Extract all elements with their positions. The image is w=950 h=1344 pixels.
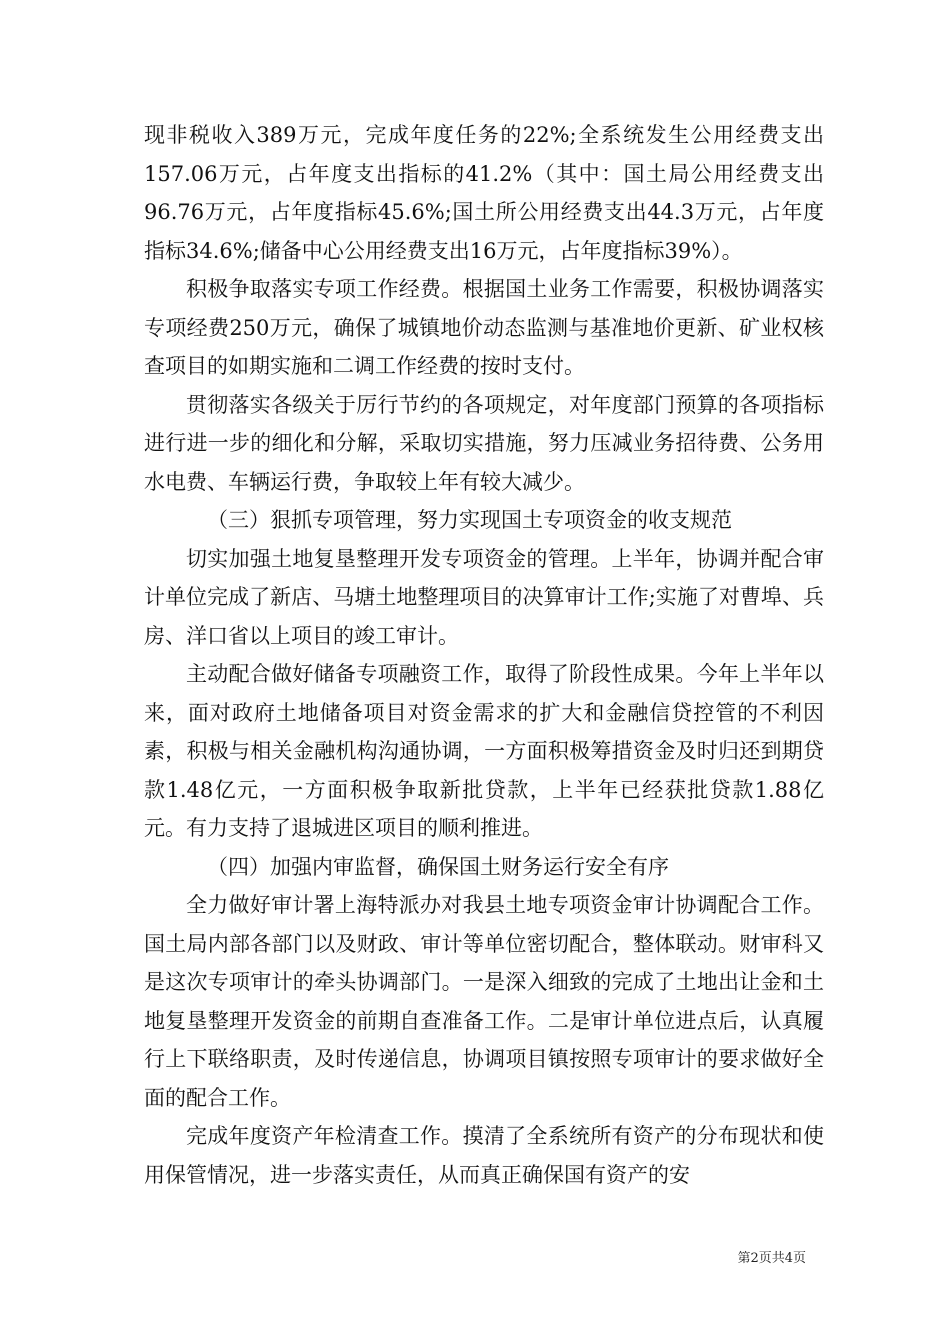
- page-number: 第2页共4页: [737, 1251, 806, 1266]
- paragraph-financing: 主动配合做好储备专项融资工作，取得了阶段性成果。今年上半年以来，面对政府土地储备项目对资金需求的扩大和金融信贷控管的不利因素，积极与相关金融机构沟通协调，一方面积极筹措资金及时归还到期贷款1.48亿元，一方面积极争取新批贷款，上半年已经获批贷款1.88亿元。有力支持了退城进区项目的顺利推进。: [144, 662, 824, 840]
- paragraph-continuation: 现非税收入389万元，完成年度任务的22%;全系统发生公用经费支出157.06万元，占年度支出指标的41.2%（其中：国土局公用经费支出96.76万元，占年度指标45.6%;国土所公用经费支出44.3万元，占年度指标34.6%;储备中心公用经费支出16万元，占年度指标39%）。: [144, 123, 824, 263]
- paragraph-frugality: 贯彻落实各级关于厉行节约的各项规定，对年度部门预算的各项指标进行进一步的细化和分解，采取切实措施，努力压减业务招待费、公务用水电费、车辆运行费，争取较上年有较大减少。: [144, 392, 824, 494]
- paragraph-audit: 全力做好审计署上海特派办对我县土地专项资金审计协调配合工作。国土局内部各部门以及财政、审计等单位密切配合，整体联动。财审科又是这次专项审计的牵头协调部门。一是深入细致的完成了土地出让金和土地复垦整理开发资金的前期自查准备工作。二是审计单位进点后，认真履行上下联络职责，及时传递信息，协调项目镇按照专项审计的要求做好全面的配合工作。: [144, 893, 824, 1110]
- section-heading-3: （三）狠抓专项管理，努力实现国土专项资金的收支规范: [207, 508, 732, 532]
- document-body: [144, 116, 824, 1194]
- paragraph-special-funds: 积极争取落实专项工作经费。根据国土业务工作需要，积极协调落实专项经费250万元，确保了城镇地价动态监测与基准地价更新、矿业权核查项目的如期实施和二调工作经费的按时支付。: [144, 277, 824, 378]
- section-heading-4: （四）加强内审监督，确保国土财务运行安全有序: [207, 854, 669, 879]
- paragraph-land-reclamation: 切实加强土地复垦整理开发专项资金的管理。上半年，协调并配合审计单位完成了新店、马塘土地整理项目的决算审计工作;实施了对曹埠、兵房、洋口省以上项目的竣工审计。: [144, 546, 824, 648]
- paragraph-assets: 完成年度资产年检清查工作。摸清了全系统所有资产的分布现状和使用保管情况，进一步落实责任，从而真正确保国有资产的安: [144, 1124, 824, 1187]
